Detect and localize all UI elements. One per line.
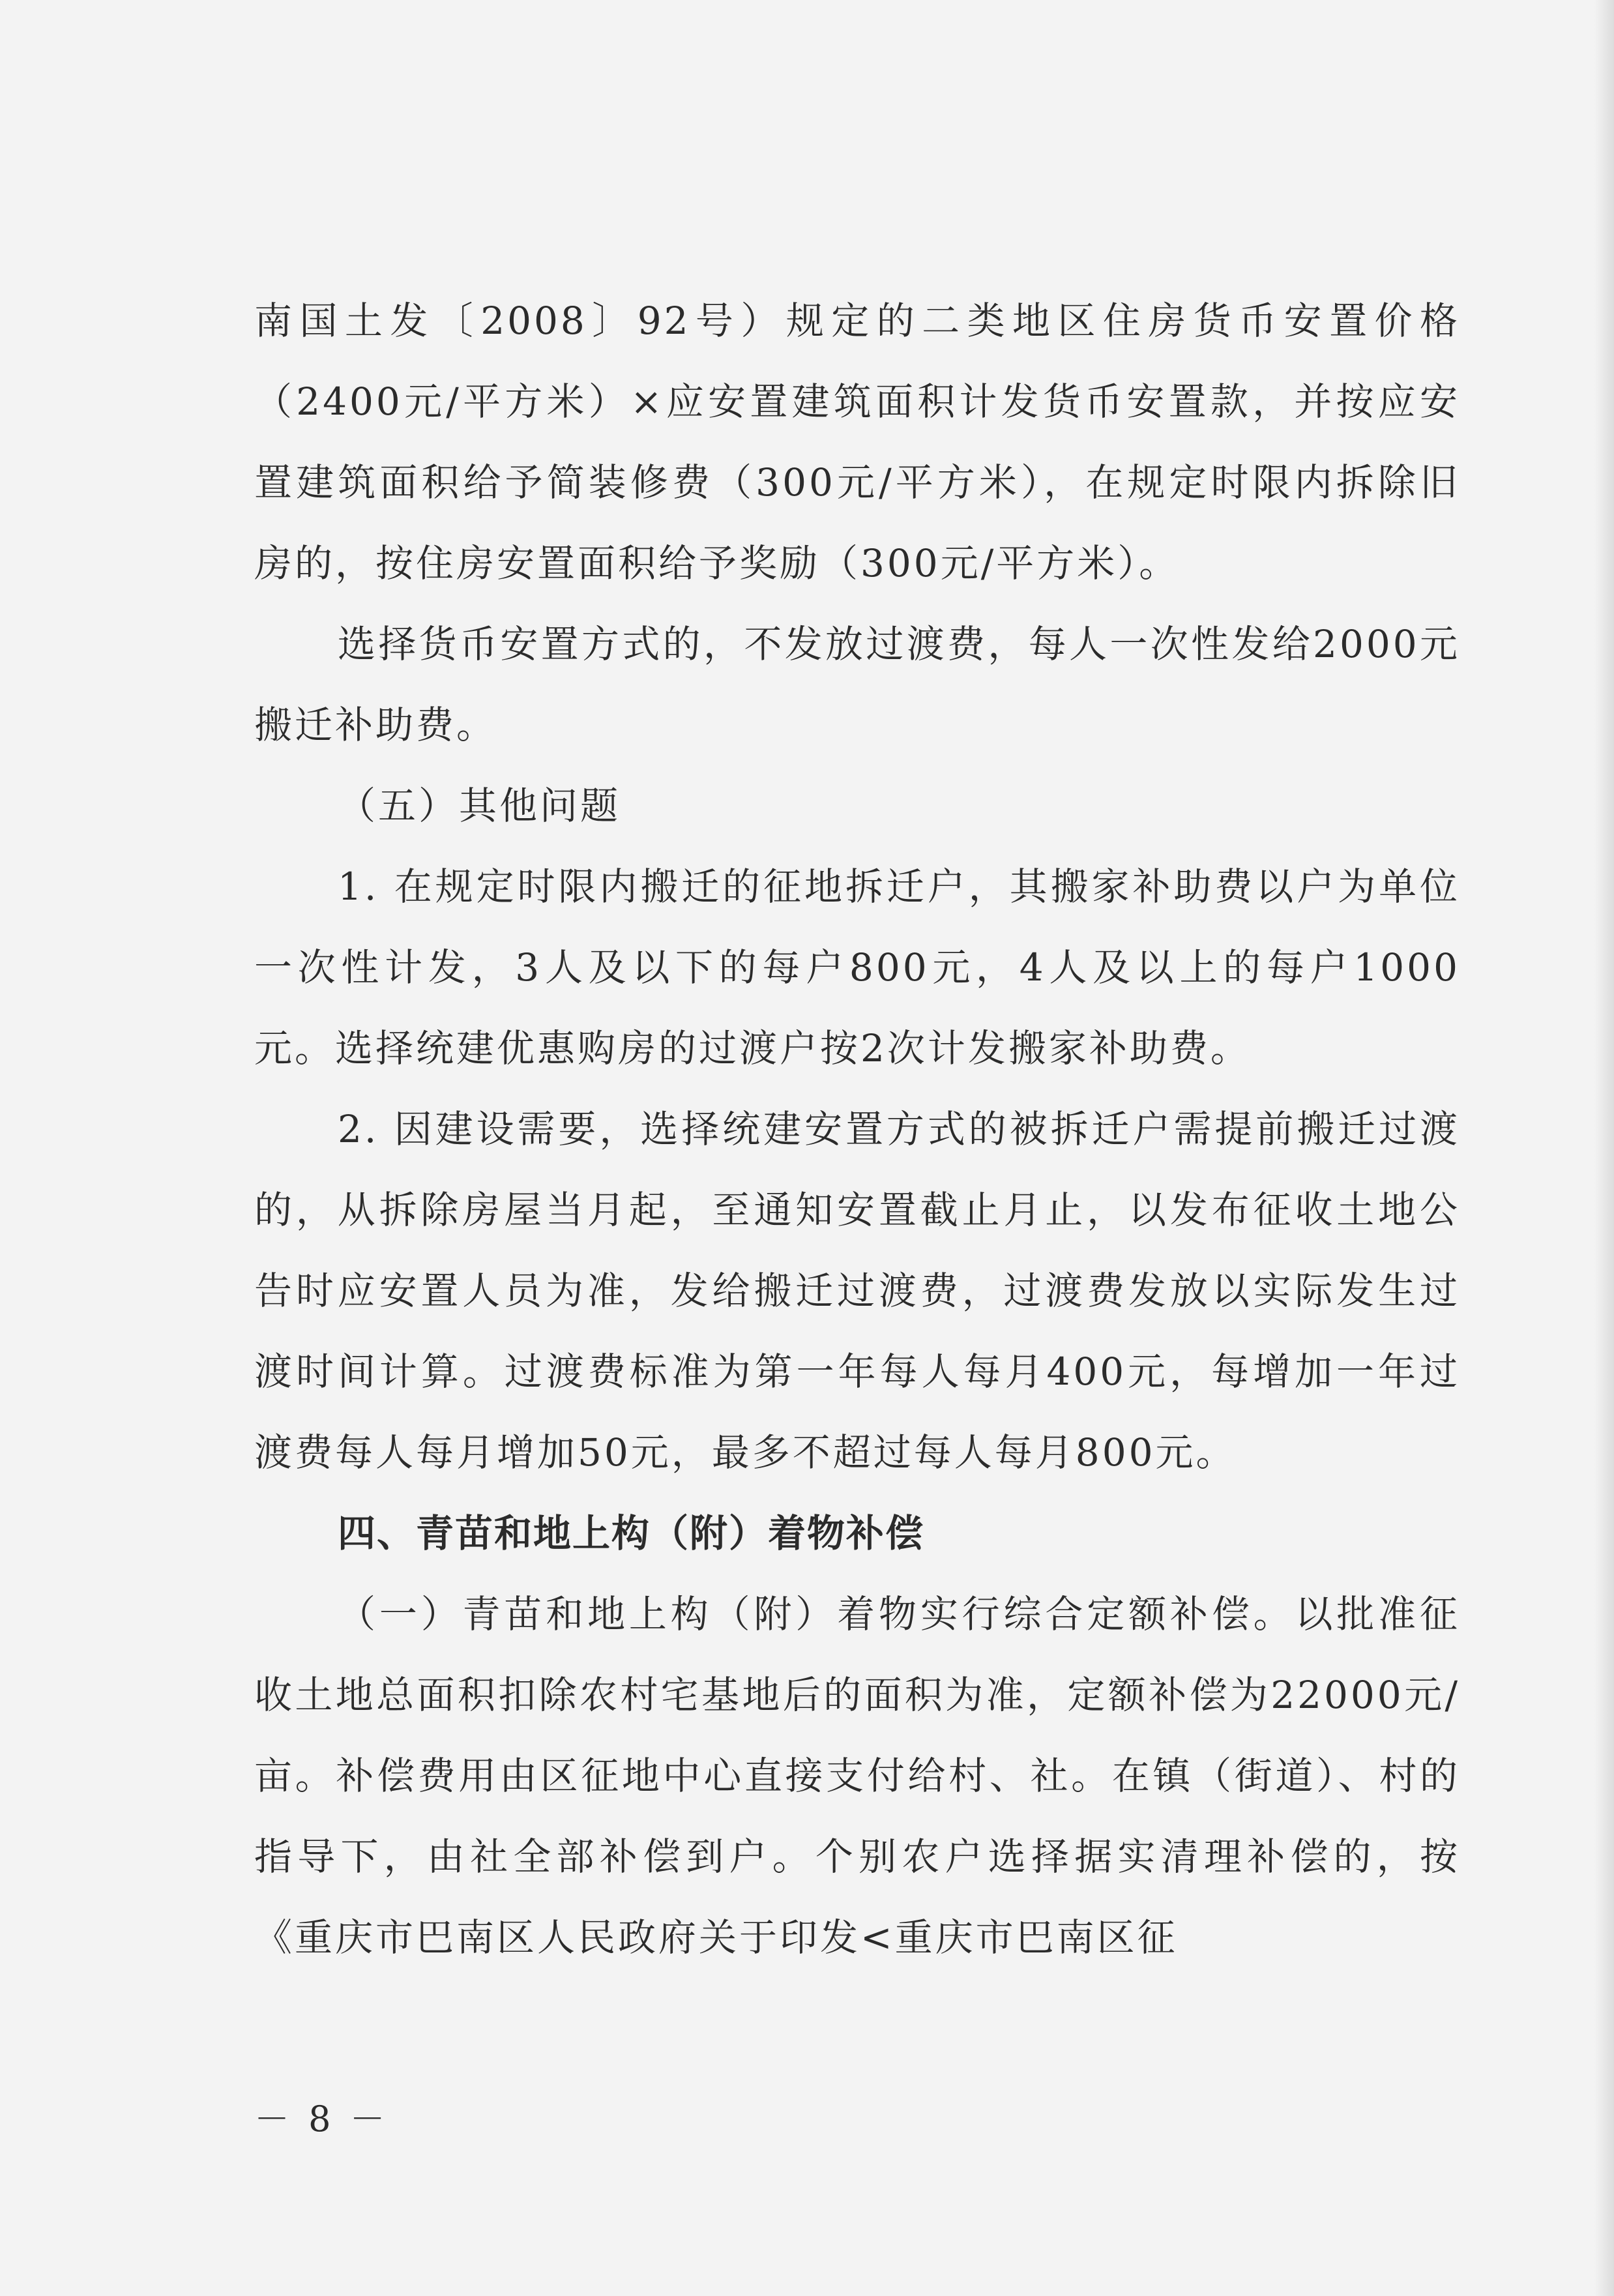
paragraph-continuation: 南国土发〔2008〕92号）规定的二类地区住房货币安置价格（2400元/平方米）×应安置建筑面积计发货币安置款，并按应安置建筑面积给予简装修费（300元/平方米），在规定时限内拆除旧房的，按住房安置面积给予奖励（300元/平方米）。 bbox=[254, 299, 1460, 585]
paragraph-item-2: 2. 因建设需要，选择统建安置方式的被拆迁户需提前搬迁过渡的，从拆除房屋当月起，至通知安置截止月止，以发布征收土地公告时应安置人员为准，发给搬迁过渡费，过渡费发放以实际发生过渡时间计算。过渡费标准为第一年每人每月400元，每增加一年过渡费每人每月增加50元，最多不超过每人每月800元。 bbox=[254, 1107, 1460, 1475]
paragraph-monetary-resettlement: 选择货币安置方式的，不发放过渡费，每人一次性发给2000元搬迁补助费。 bbox=[254, 622, 1460, 747]
paragraph-item-1: 1. 在规定时限内搬迁的征地拆迁户，其搬家补助费以户为单位一次性计发，3人及以下的每户800元，4人及以上的每户1000元。选择统建优惠购房的过渡户按2次计发搬家补助费。 bbox=[254, 864, 1460, 1070]
document-body bbox=[254, 280, 1460, 1978]
section-heading-4: 四、青苗和地上构（附）着物补偿 bbox=[338, 1511, 925, 1555]
paragraph-crop-compensation: （一）青苗和地上构（附）着物实行综合定额补偿。以批准征收土地总面积扣除农村宅基地后的面积为准，定额补偿为22000元/亩。补偿费用由区征地中心直接支付给村、社。在镇（街道）、村的指导下，由社全部补偿到户。个别农户选择据实清理补偿的，按《重庆市巴南区人民政府关于印发<重庆市巴南区征 bbox=[254, 1592, 1460, 1960]
page-edge bbox=[1594, 0, 1614, 2296]
page-number: － 8 － bbox=[254, 2098, 389, 2140]
section-other-issues: （五）其他问题 bbox=[338, 784, 621, 828]
